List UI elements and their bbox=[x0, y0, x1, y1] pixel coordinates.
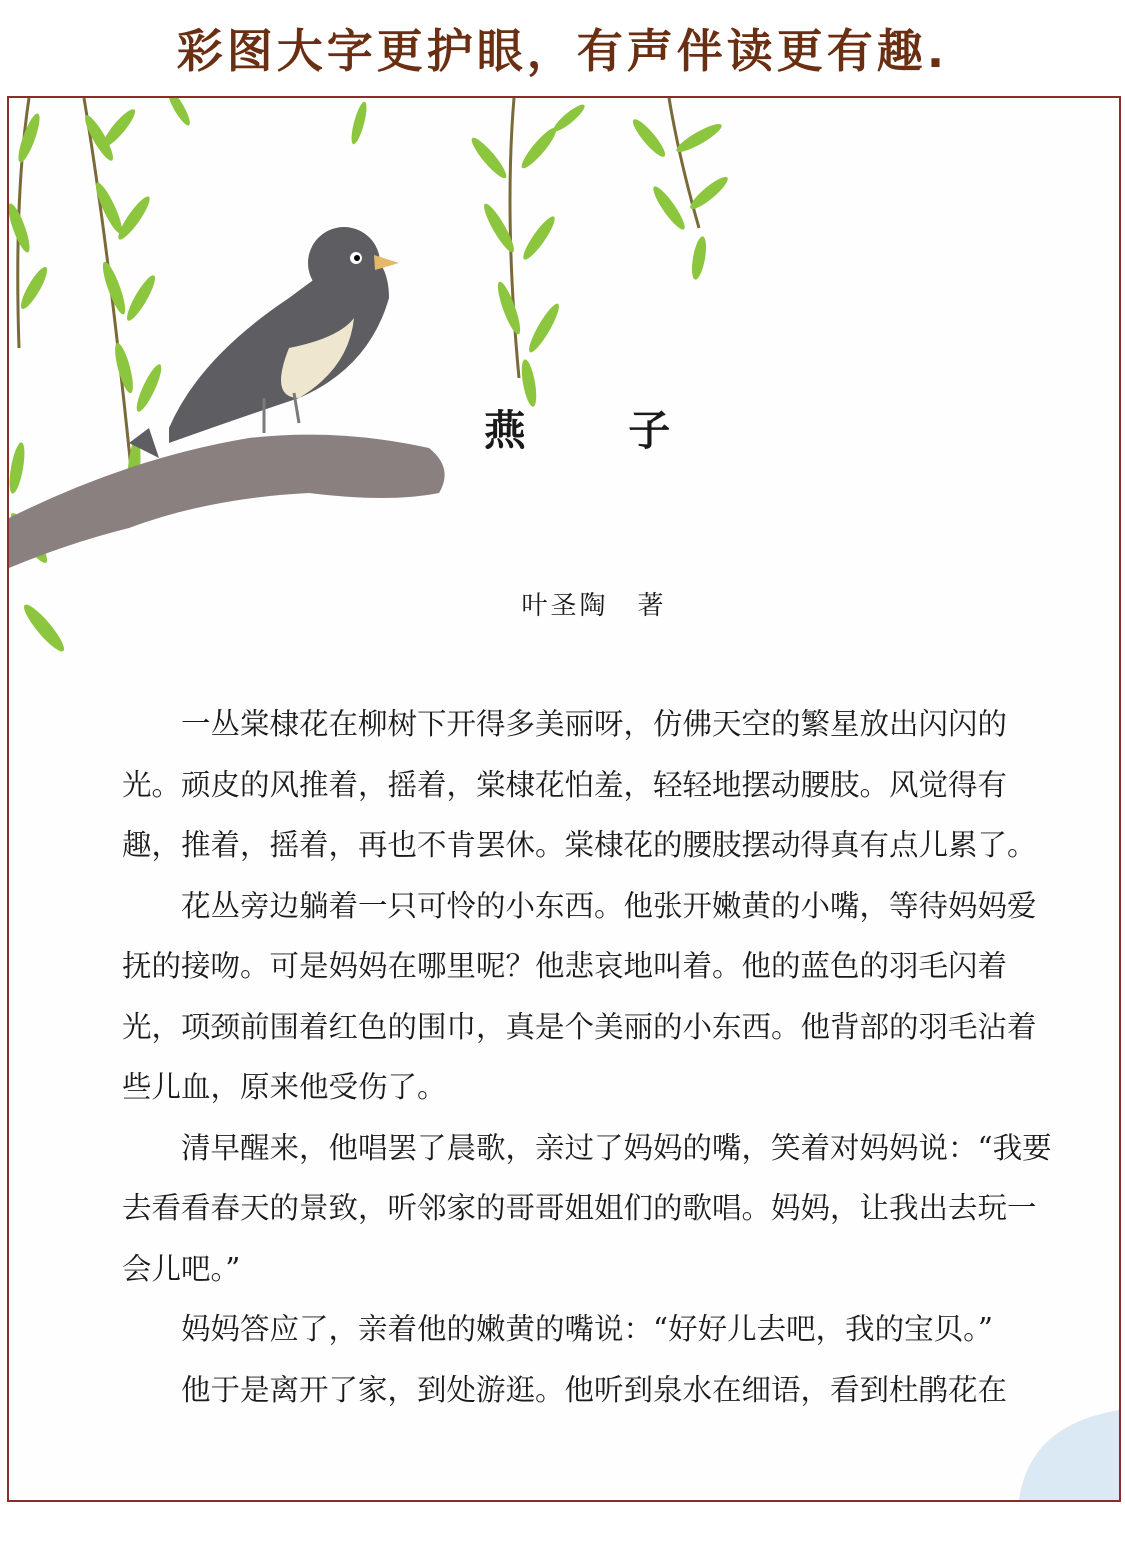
willow-leaves bbox=[9, 98, 731, 655]
banner-slogan: 彩图大字更护眼，有声伴读更有趣. bbox=[176, 24, 949, 78]
paragraph: 他于是离开了家，到处游逛。他听到泉水在细语，看到杜鹃花在 bbox=[181, 1372, 1008, 1407]
paragraph: 一丛棠棣花在柳树下开得多美丽呀，仿佛天空的繁星放出闪闪的光。顽皮的风推着，摇着，棠棣花怕羞，轻轻地摆动腰肢。风觉得有趣，推着，摇着，再也不肯罢休。棠棣花的腰肢摆动得真有点儿累了。 bbox=[122, 707, 1037, 862]
paragraph: 清早醒来，他唱罢了晨歌，亲过了妈妈的嘴，笑着对妈妈说：“我要去看看春天的景致，听邻家的哥哥姐姐们的歌唱。妈妈，让我出去玩一会儿吧。” bbox=[122, 1130, 1052, 1286]
top-banner bbox=[0, 0, 1125, 96]
paragraph: 花丛旁边躺着一只可怜的小东西。他张开嫩黄的小嘴，等待妈妈爱抚的接吻。可是妈妈在哪里呢？他悲哀地叫着。他的蓝色的羽毛闪着光，项颈前围着红色的围巾，真是个美丽的小东西。他背部的羽毛沾着些儿血，原来他受伤了。 bbox=[122, 888, 1037, 1104]
corner-decoration bbox=[1009, 1405, 1119, 1500]
swallow-bird bbox=[129, 227, 399, 458]
article-author: 叶圣陶 著 bbox=[521, 591, 667, 621]
tree-branch bbox=[9, 435, 445, 568]
article-body bbox=[122, 694, 1062, 1420]
paragraph: 妈妈答应了，亲着他的嫩黄的嘴说：“好好儿去吧，我的宝贝。” bbox=[181, 1312, 993, 1346]
article-title: 燕 子 bbox=[483, 406, 715, 455]
book-page bbox=[7, 96, 1121, 1502]
